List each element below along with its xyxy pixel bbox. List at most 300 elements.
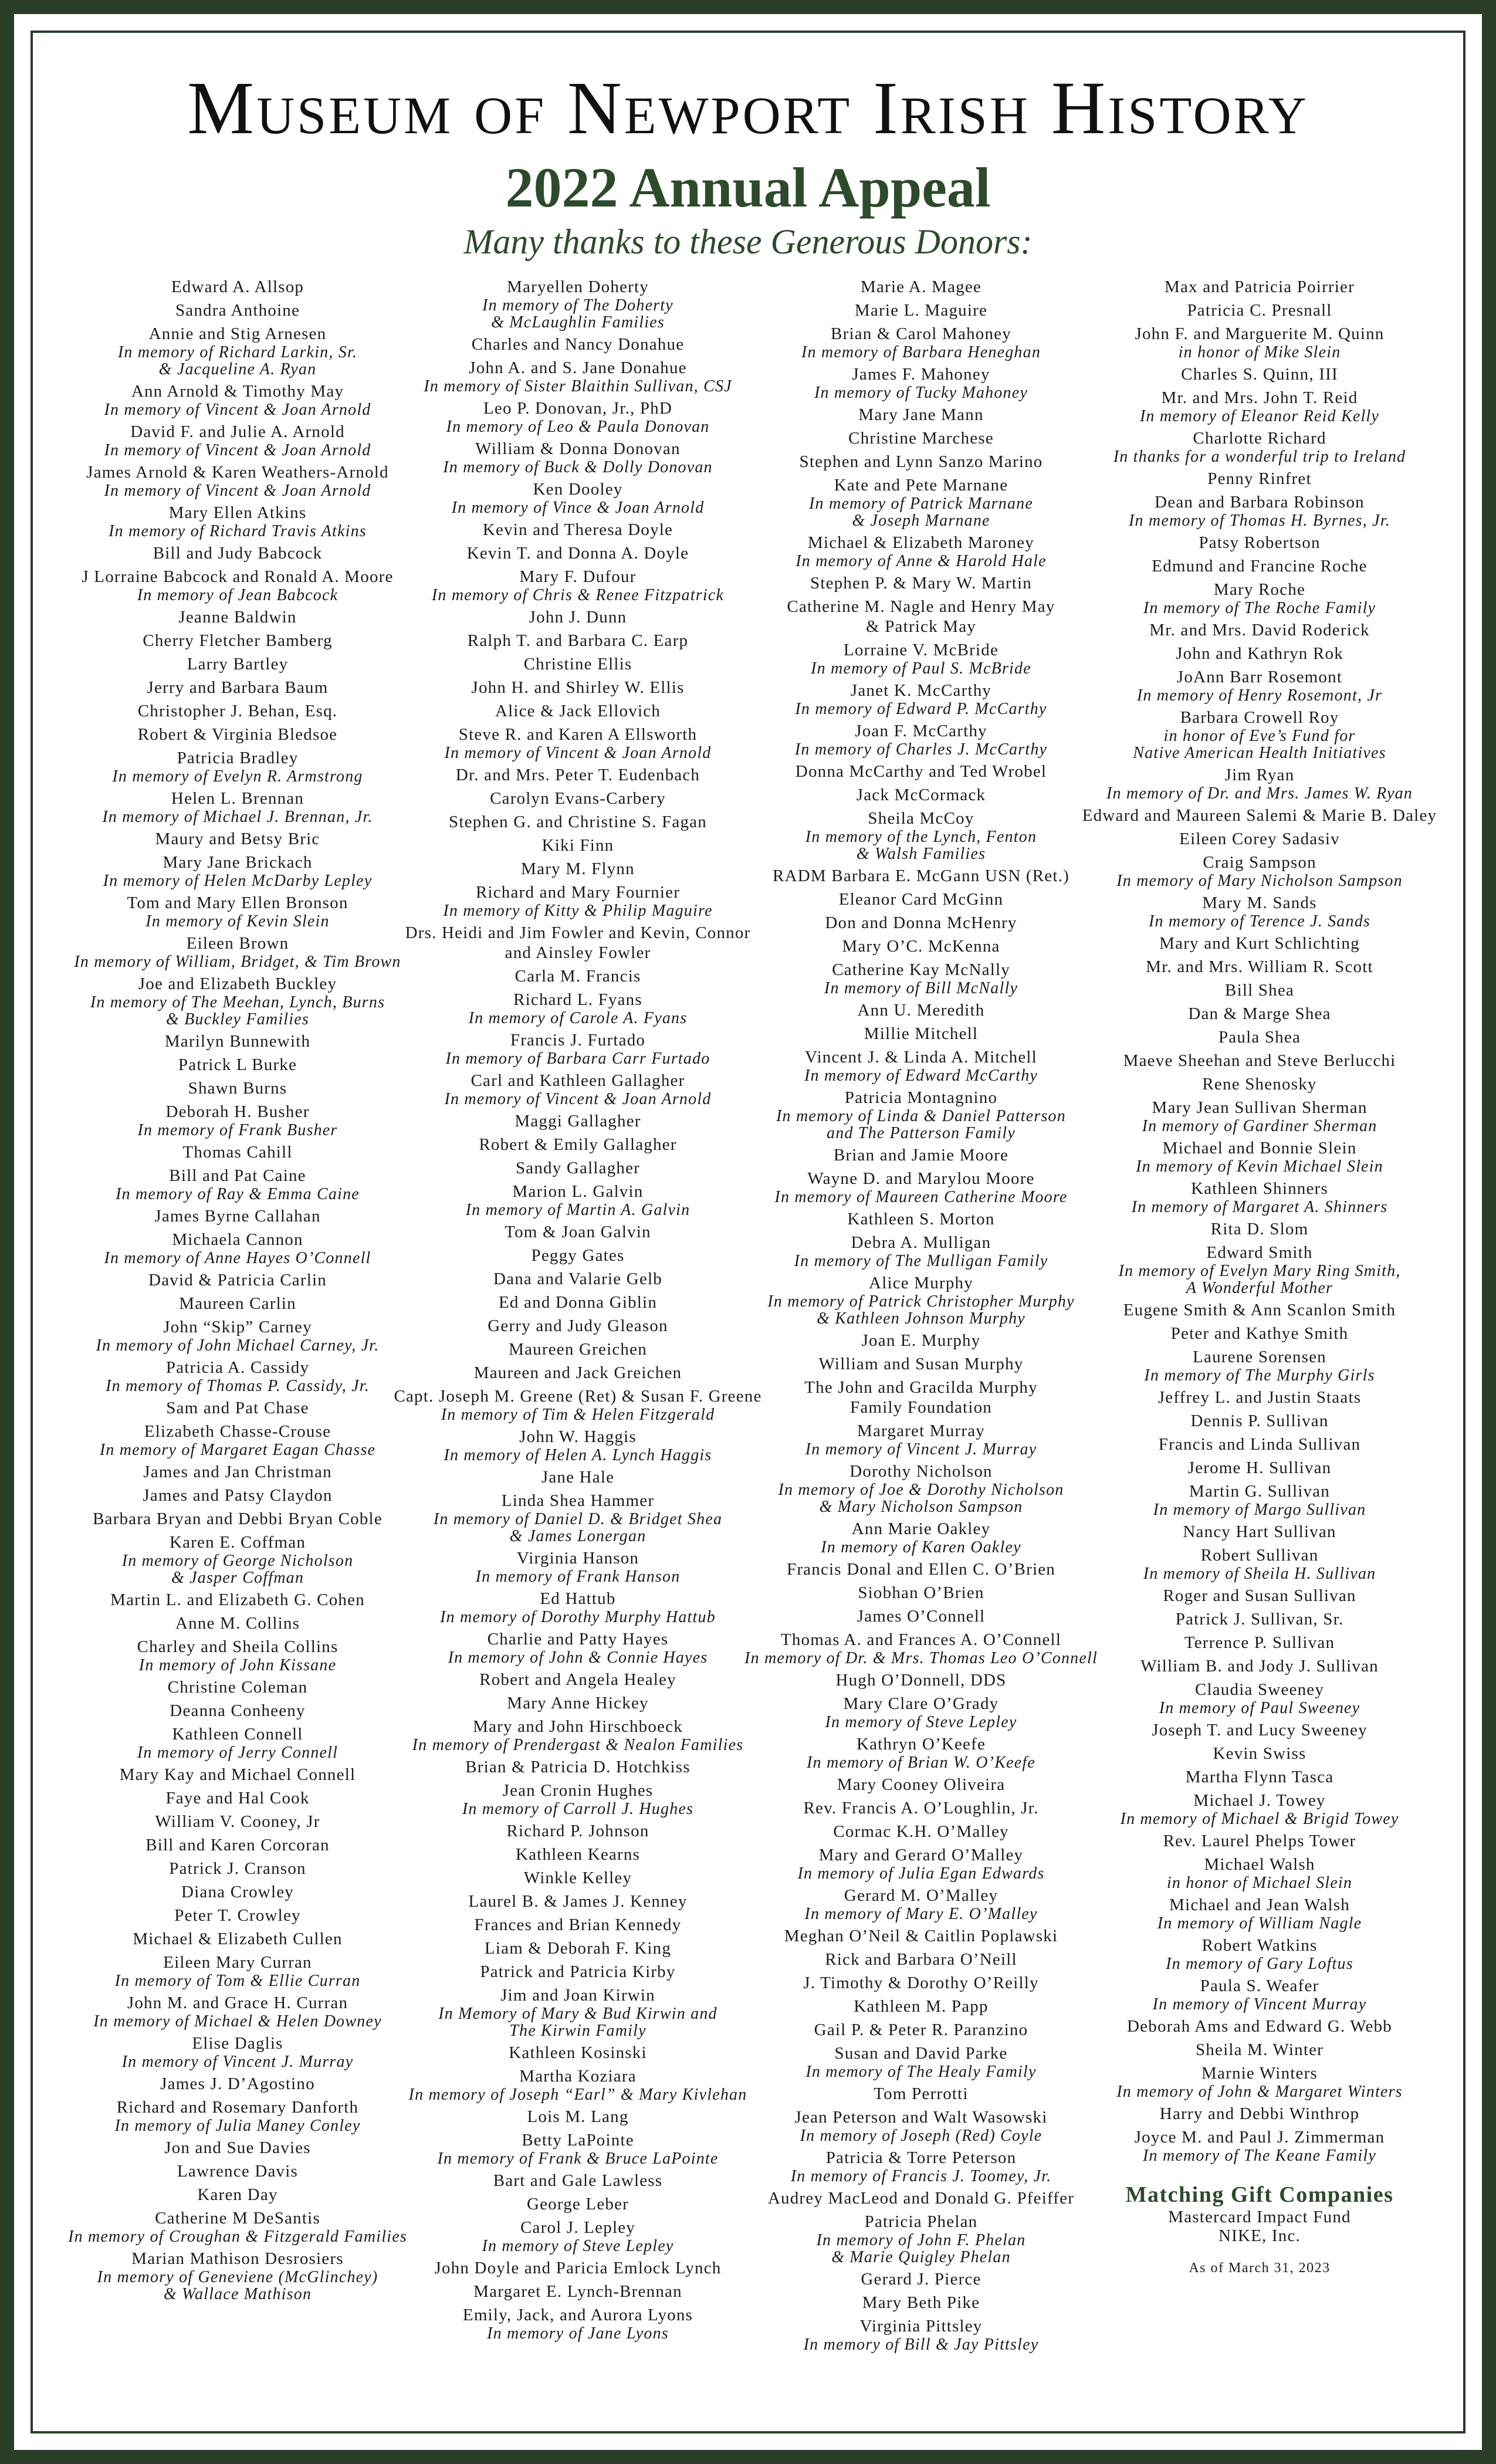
dedication-note: In memory of Gary Loftus — [1166, 1955, 1353, 1973]
donor-entry — [390, 966, 766, 986]
donor-entry — [390, 1292, 766, 1312]
donor-entry — [390, 1363, 766, 1383]
donor-name: Carolyn Evans-Carbery — [490, 789, 666, 808]
donor-name: Mary Cooney Oliveira — [837, 1775, 1006, 1794]
donor-entry — [1072, 852, 1447, 889]
donor-entry — [1072, 765, 1447, 802]
donor-entry — [733, 721, 1109, 758]
donor-name: Richard and Mary Fournier — [475, 883, 681, 902]
dedication-note: In memory of Carroll J. Hughes — [462, 1800, 694, 1818]
donor-entry — [733, 2043, 1109, 2080]
donor-name: Elizabeth Chasse-Crouse — [144, 1422, 331, 1441]
donor-entry — [1072, 533, 1447, 553]
donor-entry — [1072, 1387, 1447, 1407]
donor-name: Marian Mathison Desrosiers — [131, 2249, 344, 2268]
donor-entry — [733, 597, 1109, 637]
donor-name: James O’Connell — [857, 1607, 986, 1626]
donor-entry — [733, 573, 1109, 593]
donor-name: Christine Coleman — [167, 1678, 308, 1697]
donor-entry — [390, 2107, 766, 2127]
dedication-note: In memory of William, Bridget, & Tim Brown — [74, 953, 401, 971]
donor-name: Drs. Heidi and Jim Fowler and Kevin, Connor and Ainsley Fowler — [405, 923, 751, 962]
donor-name: Michael and Bonnie Slein — [1162, 1139, 1357, 1157]
donor-name: Laurel B. & James J. Kenney — [468, 1892, 688, 1911]
donor-entry — [50, 1929, 425, 1949]
donor-entry — [733, 1949, 1109, 1969]
donor-entry — [733, 1024, 1109, 1044]
dedication-note: In Memory of Mary & Bud Kirwin and The Kirwin Family — [438, 2005, 717, 2040]
matching-gift-heading: Matching Gift Companies — [1125, 2182, 1394, 2207]
donor-name: Richard L. Fyans — [513, 990, 642, 1009]
donor-name: Robert Watkins — [1201, 1936, 1318, 1955]
donor-entry — [733, 2212, 1109, 2266]
donor-name: Frances and Brian Kennedy — [474, 1915, 682, 1934]
donor-column-1 — [50, 273, 425, 2303]
donor-name: Jack McCormack — [856, 786, 986, 804]
donor-entry — [733, 1559, 1109, 1579]
dedication-note: In memory of Margaret Eagan Chasse — [99, 1441, 376, 1459]
donor-entry — [50, 1421, 425, 1458]
dedication-note: In memory of Mary E. O’Malley — [804, 1905, 1038, 1923]
donor-entry — [50, 1270, 425, 1290]
donor-column-3 — [733, 273, 1109, 2353]
donor-name: Ann U. Meredith — [857, 1001, 985, 1020]
dedication-note: In memory of Henry Rosemont, Jr — [1136, 686, 1383, 705]
donor-name: Helen L. Brennan — [171, 789, 304, 808]
donor-name: Mary and Kurt Schlichting — [1159, 934, 1360, 953]
donor-entry — [1072, 1179, 1447, 1216]
donor-entry — [1072, 1219, 1447, 1239]
dedication-note: In memory of Sheila H. Sullivan — [1143, 1565, 1376, 1583]
donor-entry — [733, 1734, 1109, 1771]
donor-entry — [50, 422, 425, 459]
donor-entry — [50, 1358, 425, 1395]
donor-entry — [733, 324, 1109, 361]
donor-name: Dorothy Nicholson — [849, 1462, 993, 1481]
dedication-note: In memory of Steve Lepley — [825, 1713, 1017, 1731]
donor-name: Mr. and Mrs. John T. Reid — [1161, 388, 1358, 407]
donor-entry — [1072, 1347, 1447, 1384]
dedication-note: In memory of Vincent Murray — [1152, 1995, 1367, 2013]
donor-entry — [390, 520, 766, 540]
donor-entry — [733, 364, 1109, 401]
donor-name: Sheila M. Winter — [1195, 2040, 1324, 2059]
donor-entry — [1072, 1545, 1447, 1582]
donor-entry — [50, 1055, 425, 1075]
donor-name: Lorraine V. McBride — [843, 641, 999, 659]
dedication-note: In memory of Charles J. McCarthy — [794, 740, 1048, 759]
donor-name: Nancy Hart Sullivan — [1183, 1522, 1336, 1541]
donor-entry — [733, 1583, 1109, 1603]
donor-entry — [390, 1891, 766, 1911]
donor-name: Mr. and Mrs. William R. Scott — [1146, 957, 1373, 976]
donor-name: Rene Shenosky — [1202, 1075, 1317, 1094]
dedication-note: In memory of The Meehan, Lynch, Burns & Buckley Families — [90, 993, 385, 1028]
donor-name: Bart and Gale Lawless — [493, 2171, 663, 2190]
dedication-note: In memory of Patrick Marnane & Joseph Marnane — [809, 495, 1033, 530]
donor-name: Terrence P. Sullivan — [1184, 1633, 1335, 1652]
donor-name: Marie A. Magee — [860, 277, 982, 296]
dedication-note: In memory of John & Margaret Winters — [1116, 2083, 1403, 2101]
donor-name: Maureen Carlin — [179, 1294, 296, 1313]
appeal-heading: 2022 Annual Appeal — [505, 156, 991, 219]
dedication-note: In memory of Barbara Heneghan — [801, 343, 1041, 361]
donor-name: James and Jan Christman — [143, 1463, 332, 1481]
donor-name: Joseph T. and Lucy Sweeney — [1152, 1721, 1368, 1739]
donor-name: William V. Cooney, Jr — [155, 1812, 320, 1831]
donor-name: Maury and Betsy Bric — [155, 830, 320, 848]
donor-entry — [1072, 957, 1447, 977]
donor-name: John F. and Marguerite M. Quinn — [1135, 324, 1385, 343]
donor-name: Kathleen S. Morton — [847, 1210, 995, 1228]
donor-entry — [390, 788, 766, 808]
dedication-note: In memory of Edward P. McCarthy — [795, 700, 1047, 718]
donor-name: Bill and Pat Caine — [169, 1166, 306, 1185]
donor-name: Jon and Sue Davies — [164, 2138, 311, 2157]
donor-entry — [390, 543, 766, 563]
donor-entry — [50, 543, 425, 563]
donor-entry — [390, 1962, 766, 1982]
donor-name: Gail P. & Peter R. Paranzino — [814, 2020, 1028, 2039]
donor-entry — [50, 607, 425, 627]
dedication-note: In memory of the Lynch, Fenton & Walsh Families — [805, 828, 1037, 863]
donor-name: Jean Peterson and Walt Wasowski — [794, 2108, 1048, 2127]
donor-name: Roger and Susan Sullivan — [1163, 1586, 1356, 1605]
donor-name: Patricia Montagnino — [844, 1088, 998, 1107]
dedication-note: In memory of George Nicholson & Jasper Coffman — [121, 1552, 354, 1587]
dedication-note: In memory of Vince & Joan Arnold — [451, 499, 705, 517]
donor-entry — [1072, 933, 1447, 953]
donor-name: Christopher J. Behan, Esq. — [137, 702, 338, 720]
donor-name: Patsy Robertson — [1199, 533, 1321, 552]
donor-name: Betty LaPointe — [522, 2131, 634, 2150]
donor-name: Mary F. Dufour — [519, 567, 637, 586]
donor-entry — [1072, 805, 1447, 825]
donor-name: Richard and Rosemary Danforth — [116, 2098, 359, 2117]
donor-name: Cherry Fletcher Bamberg — [143, 631, 333, 650]
donor-entry — [390, 1670, 766, 1690]
donor-entry — [733, 1421, 1109, 1458]
donor-entry — [50, 1485, 425, 1505]
dedication-note: in honor of Mike Slein — [1178, 343, 1341, 361]
dedication-note: In memory of Croughan & Fitzgerald Families — [68, 2228, 407, 2246]
donor-entry — [1072, 1767, 1447, 1787]
donor-name: Ed and Donna Giblin — [498, 1293, 658, 1312]
donor-entry — [1072, 1300, 1447, 1320]
dedication-note: In memory of Dr. and Mrs. James W. Ryan — [1106, 784, 1413, 803]
donor-name: Maureen Greichen — [509, 1340, 647, 1359]
donor-name: The John and Gracilda Murphy Family Foundation — [804, 1378, 1038, 1417]
donor-entry — [50, 462, 425, 499]
donor-entry — [50, 1812, 425, 1832]
donor-entry — [50, 2097, 425, 2134]
donor-entry — [50, 1317, 425, 1354]
donor-entry — [1072, 1680, 1447, 1717]
donor-entry — [390, 1386, 766, 1423]
donor-entry — [390, 2194, 766, 2214]
donor-entry — [733, 761, 1109, 781]
donor-name: Marnie Winters — [1201, 2064, 1318, 2083]
donor-entry — [390, 1589, 766, 1626]
donor-name: Karen Day — [197, 2185, 278, 2204]
donor-name: Edmund and Francine Roche — [1152, 557, 1368, 576]
donor-name: Max and Patricia Poirrier — [1165, 277, 1355, 296]
dedication-note: In memory of Daniel D. & Bridget Shea & James Lonergan — [433, 1510, 723, 1545]
dedication-note: In memory of Anne Hayes O’Connell — [104, 1249, 371, 1267]
donor-entry — [1072, 829, 1447, 849]
dedication-note: In memory of Evelyn Mary Ring Smith, A Wonderful Mother — [1118, 1262, 1401, 1297]
donor-entry — [1072, 1434, 1447, 1454]
donor-entry — [50, 1166, 425, 1203]
donor-name: Mary Beth Pike — [862, 2293, 980, 2312]
dedication-note: In memory of Richard Travis Atkins — [109, 522, 367, 540]
donor-entry — [50, 300, 425, 320]
donor-name: Deborah Ams and Edward G. Webb — [1127, 2017, 1392, 2036]
donor-entry — [50, 381, 425, 418]
donor-name: Peggy Gates — [531, 1246, 625, 1265]
as-of-date: As of March 31, 2023 — [1189, 2260, 1331, 2276]
donor-entry — [1072, 1586, 1447, 1606]
donor-entry — [733, 1233, 1109, 1270]
donor-name: Charles S. Quinn, III — [1181, 365, 1338, 384]
donor-name: Vincent J. & Linda A. Mitchell — [805, 1048, 1037, 1067]
donor-entry — [733, 2084, 1109, 2104]
donor-entry — [390, 725, 766, 761]
donor-name: Martha Flynn Tasca — [1185, 1768, 1334, 1786]
donor-entry — [1072, 1935, 1447, 1972]
donor-entry — [1072, 469, 1447, 489]
donor-entry — [733, 1996, 1109, 2016]
donor-entry — [390, 277, 766, 331]
dedication-note: In memory of Barbara Carr Furtado — [445, 1050, 710, 1068]
donor-name: John A. and S. Jane Donahue — [469, 358, 687, 377]
donor-entry — [390, 1222, 766, 1242]
matching-gift-company: NIKE, Inc. — [1218, 2226, 1301, 2245]
donor-name: Patricia Phelan — [864, 2212, 978, 2231]
donor-name: Virginia Hanson — [516, 1549, 639, 1568]
donor-name: Marion L. Galvin — [512, 1182, 644, 1201]
donor-name: Joe and Elizabeth Buckley — [138, 974, 337, 993]
donor-name: Millie Mitchell — [864, 1024, 979, 1043]
donor-entry — [733, 681, 1109, 717]
donor-name: Richard P. Johnson — [506, 1822, 649, 1840]
donor-entry — [733, 2293, 1109, 2313]
dedication-note: In memory of Julia Egan Edwards — [797, 1864, 1045, 1883]
donor-entry — [50, 1637, 425, 1674]
dedication-note: In memory of Steve Lepley — [482, 2237, 674, 2255]
donor-name: John W. Haggis — [519, 1427, 637, 1446]
donor-name: J. Timothy & Dorothy O’Reilly — [803, 1974, 1039, 1992]
donor-entry — [733, 808, 1109, 862]
donor-name: Rick and Barbara O’Neill — [825, 1950, 1017, 1969]
dedication-note: In memory of John F. Phelan & Marie Quigley Phelan — [816, 2231, 1026, 2266]
donor-entry — [1072, 1481, 1447, 1518]
donor-name: Meghan O’Neil & Caitlin Poplawski — [784, 1927, 1058, 1945]
donor-name: JoAnn Barr Rosemont — [1176, 668, 1343, 686]
donor-entry — [733, 1694, 1109, 1731]
donor-name: Margaret E. Lynch-Brennan — [473, 2282, 682, 2301]
dedication-note: In memory of John & Connie Hayes — [448, 1649, 708, 1667]
donor-entry — [733, 1822, 1109, 1842]
donor-name: Bill and Judy Babcock — [153, 544, 323, 563]
dedication-note: In memory of Vincent J. Murray — [805, 1440, 1037, 1458]
donor-entry — [50, 2074, 425, 2094]
donor-entry — [1072, 1324, 1447, 1343]
donor-entry — [733, 1845, 1109, 1882]
donor-name: Maryellen Doherty — [507, 277, 649, 296]
donor-name: Christine Ellis — [523, 655, 632, 673]
dedication-note: In memory of The Healy Family — [805, 2063, 1037, 2081]
donor-entry — [1072, 1138, 1447, 1175]
donor-name: Donna McCarthy and Ted Wrobel — [795, 762, 1047, 781]
donor-entry — [733, 1209, 1109, 1229]
donor-name: John M. and Grace H. Curran — [127, 1993, 348, 2012]
donor-name: Penny Rinfret — [1207, 469, 1312, 488]
donor-name: Mary O’C. McKenna — [842, 937, 1000, 956]
donor-name: Dean and Barbara Robinson — [1155, 493, 1365, 512]
donor-entry — [733, 452, 1109, 472]
donor-entry — [733, 2107, 1109, 2144]
donor-entry — [390, 398, 766, 435]
donor-name: James J. D’Agostino — [160, 2074, 315, 2093]
donor-entry — [390, 2130, 766, 2167]
donor-name: Jim Ryan — [1224, 766, 1295, 784]
donor-name: Deborah H. Busher — [165, 1102, 310, 1121]
donor-column-2 — [390, 273, 766, 2342]
donor-entry — [390, 439, 766, 476]
donor-entry — [733, 1000, 1109, 1020]
donor-name: Francis Donal and Ellen C. O’Brien — [787, 1560, 1055, 1579]
donor-entry — [1072, 1656, 1447, 1676]
donor-name: Joan F. McCarthy — [855, 722, 987, 740]
donor-entry — [390, 2305, 766, 2342]
donor-entry — [390, 1868, 766, 1888]
dedication-note: In memory of Vincent & Joan Arnold — [104, 401, 371, 419]
donor-name: Marilyn Bunnewith — [164, 1032, 311, 1051]
donor-entry — [733, 2316, 1109, 2353]
dedication-note: In memory of Evelyn R. Armstrong — [112, 767, 363, 786]
donor-entry — [733, 2020, 1109, 2040]
donor-entry — [1072, 1720, 1447, 1740]
donor-name: Sam and Pat Chase — [166, 1399, 309, 1417]
donor-entry — [50, 1765, 425, 1785]
donor-entry — [50, 567, 425, 604]
donor-name: Elise Daglis — [192, 2034, 283, 2053]
donor-name: Ralph T. and Barbara C. Earp — [467, 631, 689, 650]
donor-entry — [390, 1111, 766, 1131]
donor-entry — [390, 1938, 766, 1958]
donor-name: Paula S. Weafer — [1200, 1976, 1319, 1995]
donor-entry — [390, 2171, 766, 2191]
dedication-note: In memory of John Kissane — [138, 1656, 337, 1674]
donor-name: Kevin T. and Donna A. Doyle — [466, 544, 689, 563]
donor-name: Francis J. Furtado — [510, 1031, 646, 1050]
donor-entry — [50, 725, 425, 744]
donor-name: John J. Dunn — [529, 608, 627, 627]
donor-entry — [390, 2066, 766, 2103]
donor-entry — [390, 1316, 766, 1336]
donor-name: Mary Anne Hickey — [507, 1694, 649, 1712]
donor-entry — [390, 2282, 766, 2301]
donor-entry — [1072, 580, 1447, 617]
dedication-note: In memory of William Nagle — [1157, 1914, 1362, 1932]
dedication-note: In memory of Bill & Jay Pittsley — [803, 2336, 1039, 2354]
donor-entry — [50, 1294, 425, 1314]
dedication-note: In memory of Frank Busher — [137, 1121, 338, 1139]
donor-name: Kathleen Connell — [172, 1725, 303, 1744]
donor-name: Steve R. and Karen A Ellsworth — [458, 725, 698, 744]
dedication-note: In memory of Terence J. Sands — [1149, 912, 1370, 930]
donor-column-4 — [1072, 273, 1447, 2276]
donor-entry — [390, 358, 766, 395]
donor-name: Robert and Angela Healey — [479, 1670, 676, 1689]
donor-entry — [390, 1844, 766, 1864]
donor-name: Martin G. Sullivan — [1189, 1482, 1330, 1501]
dedication-note: In memory of Thomas P. Cassidy, Jr. — [106, 1377, 370, 1395]
dedication-note: In memory of Vincent & Joan Arnold — [444, 1090, 712, 1108]
donor-name: Francis and Linda Sullivan — [1158, 1435, 1361, 1454]
donor-entry — [1072, 2104, 1447, 2124]
dedication-note: In memory of Jane Lyons — [487, 2324, 669, 2343]
donor-entry — [390, 1821, 766, 1841]
donor-name: Mary Jane Mann — [858, 405, 984, 424]
donor-entry — [50, 1788, 425, 1808]
donor-entry — [1072, 1458, 1447, 1478]
donor-name: Mary M. Flynn — [521, 859, 635, 878]
donor-entry — [50, 324, 425, 378]
dedication-note: In memory of Richard Larkin, Sr. & Jacqueline A. Ryan — [117, 343, 358, 378]
donor-name: Ken Dooley — [533, 480, 623, 499]
dedication-note: In memory of Chris & Renee Fitzpatrick — [431, 586, 725, 604]
donor-entry — [733, 1169, 1109, 1206]
donor-entry — [1072, 893, 1447, 930]
donor-entry — [50, 2249, 425, 2303]
donor-name: Dan & Marge Shea — [1188, 1004, 1331, 1023]
donor-name: Mary Jean Sullivan Sherman — [1152, 1098, 1368, 1117]
donor-entry — [390, 1182, 766, 1219]
donor-entry — [50, 974, 425, 1028]
dedication-note: In memory of Helen McDarby Lepley — [103, 872, 373, 890]
donor-entry — [50, 1701, 425, 1721]
dedication-note: In memory of Geneviene (McGlinchey) & Wallace Mathison — [97, 2268, 378, 2303]
donor-name: Christine Marchese — [848, 429, 994, 448]
donor-name: Eileen Mary Curran — [163, 1953, 312, 1972]
donor-entry — [733, 1354, 1109, 1374]
donor-name: Edward and Maureen Salemi & Marie B. Daley — [1082, 806, 1437, 825]
donor-name: Alice & Jack Ellovich — [495, 702, 661, 720]
donor-name: Mr. and Mrs. David Roderick — [1149, 621, 1370, 639]
donor-entry — [390, 1629, 766, 1666]
donor-name: Ann Marie Oakley — [851, 1519, 991, 1538]
dedication-note: In memory of The Keane Family — [1143, 2147, 1376, 2165]
donor-name: Eileen Corey Sadasiv — [1179, 830, 1340, 848]
donor-entry — [733, 1331, 1109, 1351]
donor-entry — [50, 1952, 425, 1989]
donor-name: Peter T. Crowley — [174, 1906, 301, 1925]
donor-name: Wayne D. and Marylou Moore — [807, 1169, 1035, 1188]
dedication-note: In memory of Paul S. McBride — [811, 659, 1031, 678]
donor-name: Ann Arnold & Timothy May — [131, 382, 344, 401]
donor-name: Brian and Jamie Moore — [833, 1146, 1009, 1165]
donor-name: Mary Roche — [1213, 580, 1306, 599]
donor-name: Kathleen M. Papp — [854, 1997, 989, 2016]
donor-entry — [50, 1102, 425, 1139]
donor-name: Michael & Elizabeth Cullen — [133, 1930, 343, 1948]
donor-entry — [390, 859, 766, 879]
donor-entry — [50, 1031, 425, 1051]
donor-name: William & Donna Donovan — [475, 439, 681, 458]
donor-name: Patricia Bradley — [177, 749, 299, 767]
